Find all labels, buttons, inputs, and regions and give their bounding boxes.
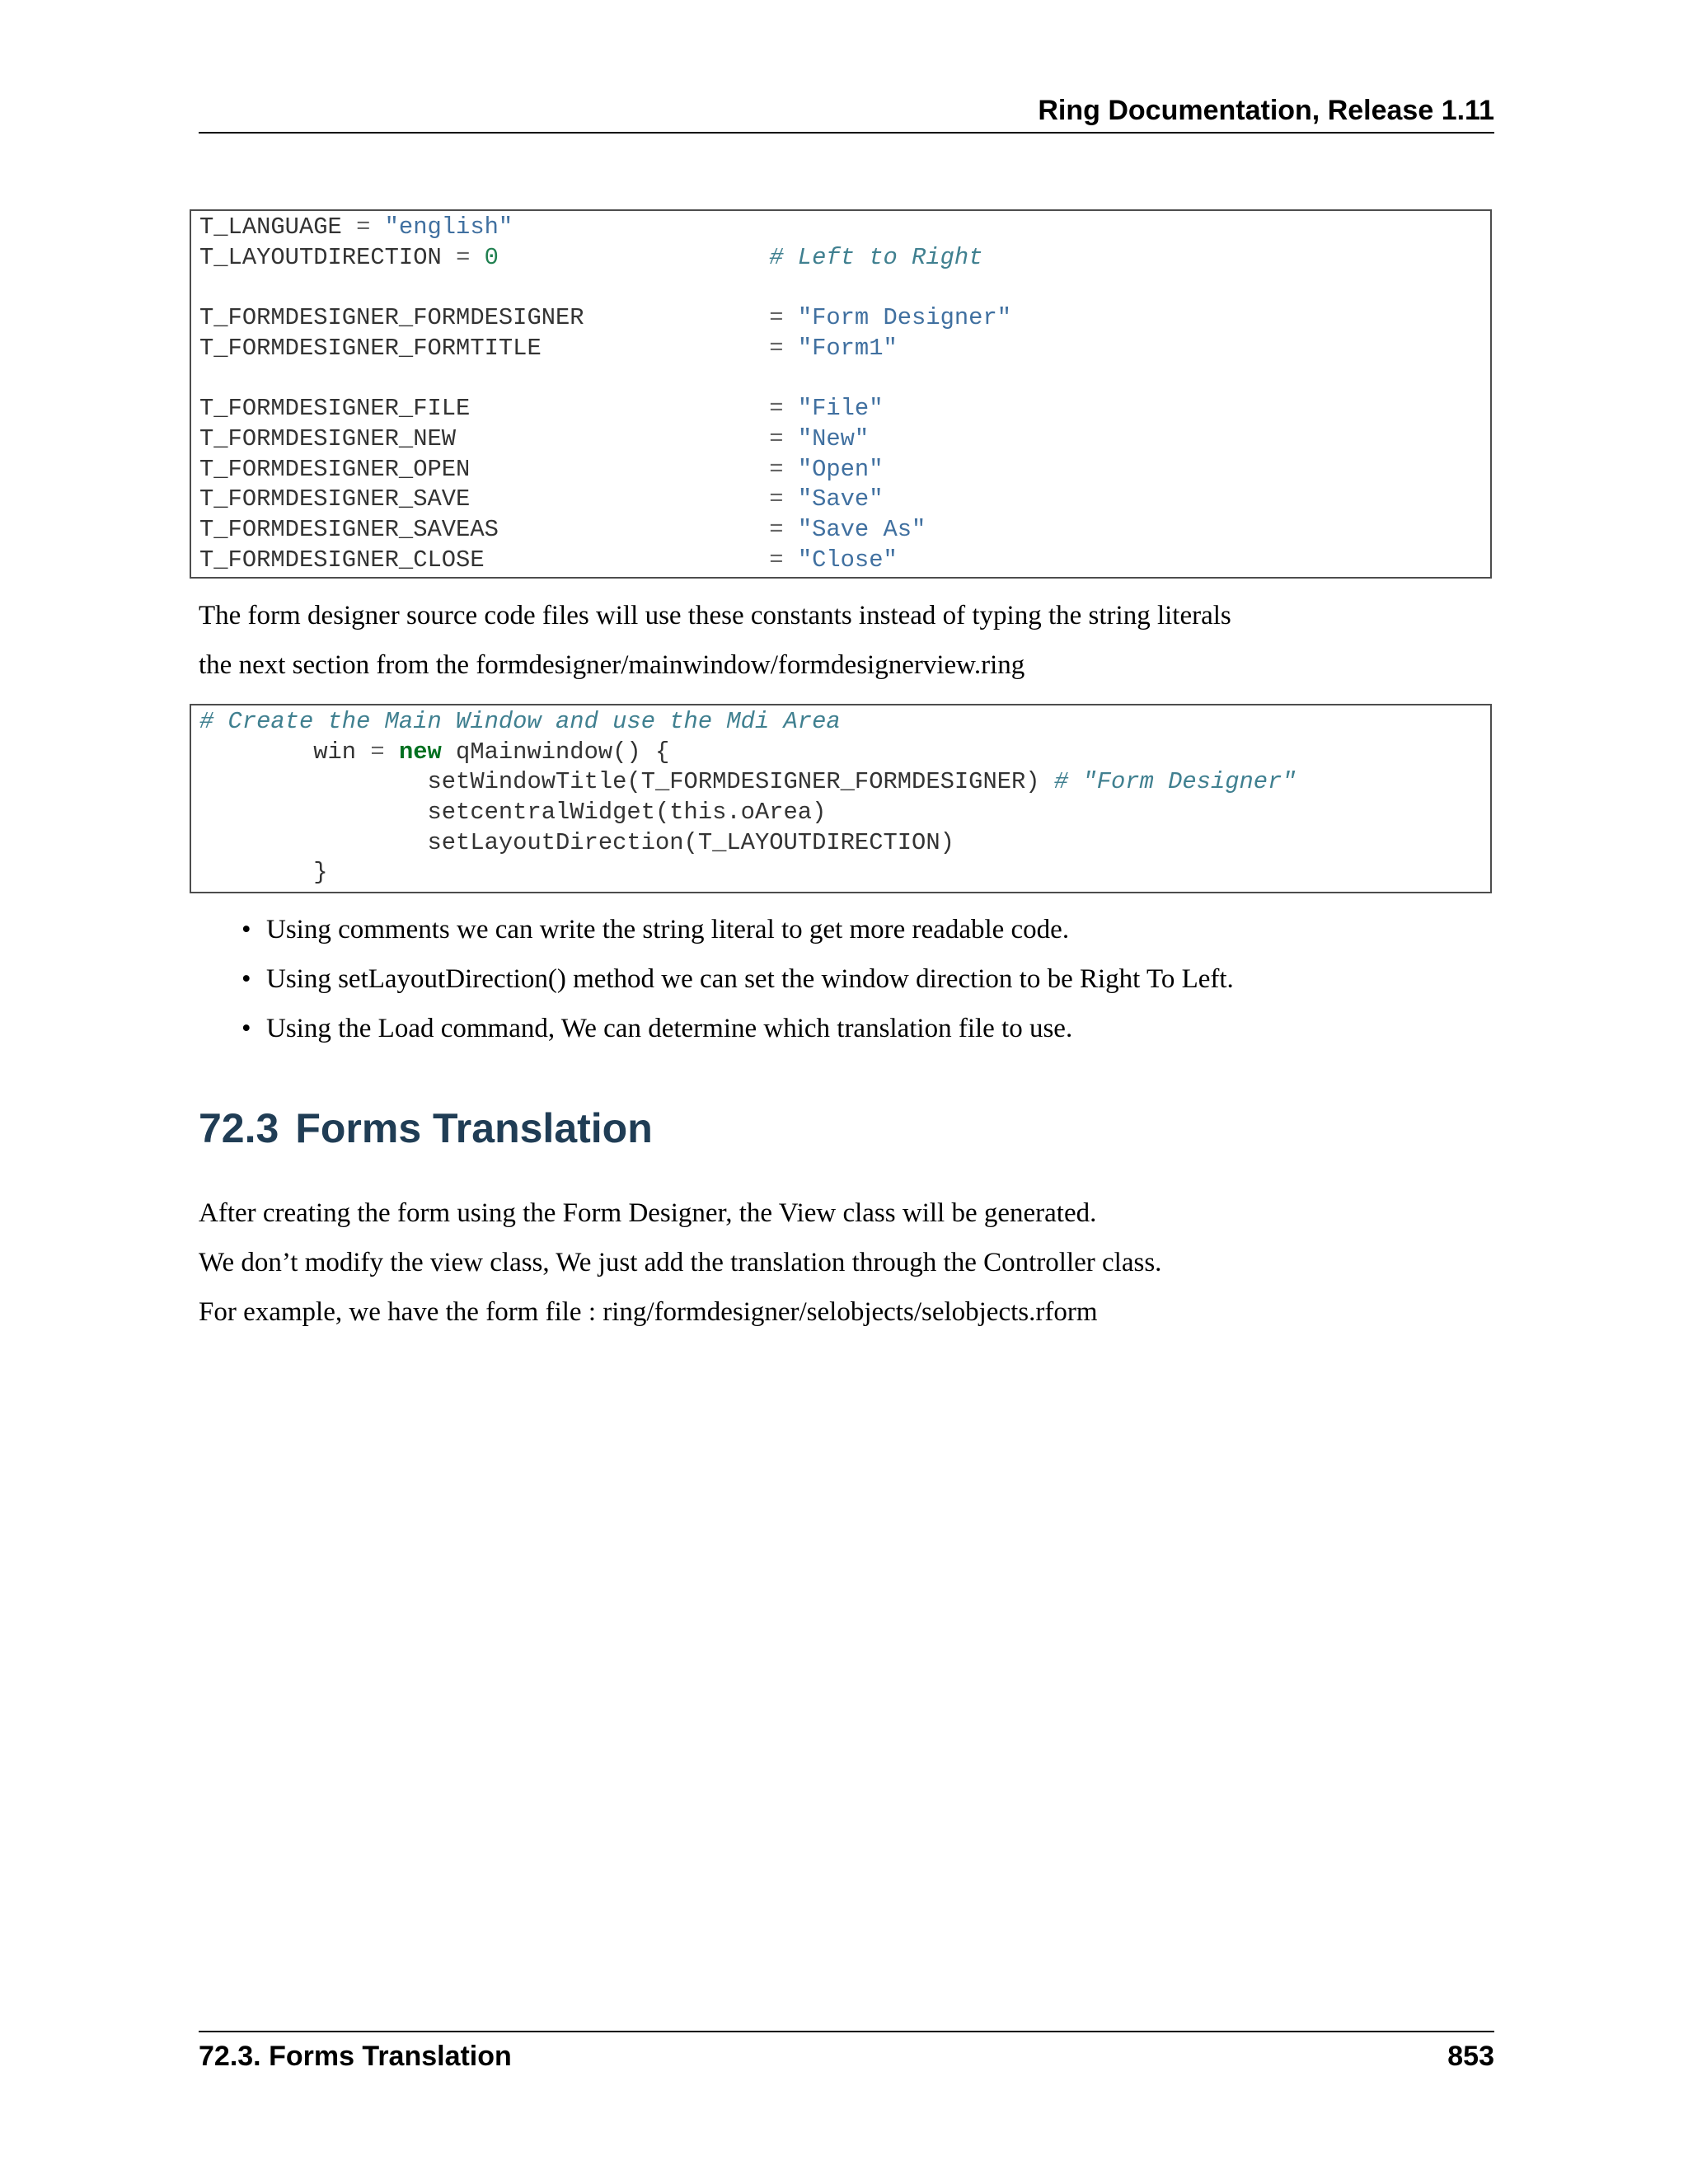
code-operator: = xyxy=(769,424,798,452)
constant-name: T_LANGUAGE xyxy=(199,213,342,241)
code-operator: = xyxy=(456,243,485,271)
code-line xyxy=(199,546,1490,576)
code-keyword: new xyxy=(398,738,442,766)
constant-name: T_FORMDESIGNER_OPEN xyxy=(199,455,471,483)
list-item xyxy=(199,913,1234,963)
constant-name: T_FORMDESIGNER_NEW xyxy=(199,424,457,452)
tips-list xyxy=(199,913,1234,1062)
constant-value: "New" xyxy=(797,424,870,452)
code-operator: = xyxy=(769,515,798,543)
page-number: 853 xyxy=(1447,2041,1494,2072)
code-identifier: win xyxy=(313,738,357,766)
section-heading xyxy=(199,1104,653,1152)
constant-value: "Form Designer" xyxy=(797,304,1012,332)
code-line xyxy=(199,485,1490,515)
code-indent xyxy=(199,799,428,826)
list-item xyxy=(199,1012,1234,1062)
code-line xyxy=(199,273,1490,303)
code-operator: = xyxy=(356,213,385,241)
constant-value: "Close" xyxy=(797,546,898,574)
paragraph-next-section: the next section from the formdesigner/mainwindow/formdesignerview.ring xyxy=(199,650,1025,680)
code-line xyxy=(199,363,1490,394)
code-comment: # Create the Main Window and use the Mdi Area xyxy=(199,708,841,735)
constant-name: T_FORMDESIGNER_SAVE xyxy=(199,485,471,513)
code-operator: = xyxy=(356,738,399,766)
code-comment: # "Form Designer" xyxy=(1053,768,1296,796)
constants-code-block xyxy=(190,209,1492,579)
code-line xyxy=(199,767,1490,798)
paragraph-constants-usage: The form designer source code files will use these constants instead of typing the string literals xyxy=(199,601,1231,630)
constant-value: "english" xyxy=(384,213,513,241)
code-text: qMainwindow() { xyxy=(441,738,670,766)
code-operator: = xyxy=(769,546,798,574)
code-indent xyxy=(199,738,313,766)
code-operator: = xyxy=(769,304,798,332)
code-line xyxy=(199,334,1490,364)
bullet-icon: • xyxy=(241,915,251,944)
code-text: setWindowTitle(T_FORMDESIGNER_FORMDESIGNER) xyxy=(427,768,1054,796)
constant-name: T_LAYOUTDIRECTION xyxy=(199,243,442,271)
code-text: setcentralWidget(this.oArea) xyxy=(427,799,827,827)
code-line xyxy=(199,213,1490,243)
code-line xyxy=(199,303,1490,334)
constant-value: "File" xyxy=(797,395,884,423)
mainwindow-code-block xyxy=(190,704,1492,893)
document-title: Ring Documentation, Release 1.11 xyxy=(1038,95,1494,126)
page-footer xyxy=(199,2031,1494,2072)
code-indent xyxy=(199,768,428,795)
code-indent xyxy=(199,859,313,886)
code-operator: = xyxy=(769,485,798,513)
paragraph-example-file: For example, we have the form file : ring/formdesigner/selobjects/selobjects.rform xyxy=(199,1297,1098,1327)
code-line xyxy=(199,424,1490,455)
code-line xyxy=(199,455,1490,485)
code-operator: = xyxy=(769,455,798,483)
bullet-icon: • xyxy=(241,964,251,994)
code-line xyxy=(199,828,1490,859)
constant-value: "Form1" xyxy=(797,334,898,362)
list-item-text: Using comments we can write the string literal to get more readable code. xyxy=(266,915,1070,944)
constant-name: T_FORMDESIGNER_SAVEAS xyxy=(199,515,499,543)
section-number: 72.3 xyxy=(199,1105,279,1151)
code-line xyxy=(199,394,1490,424)
code-line xyxy=(199,707,1490,738)
code-operator: = xyxy=(769,395,798,423)
code-operator: = xyxy=(769,334,798,362)
code-line xyxy=(199,858,1490,888)
code-comment: # Left to Right xyxy=(769,243,983,271)
page-header xyxy=(199,91,1494,134)
code-line xyxy=(199,738,1490,768)
footer-section: 72.3. Forms Translation xyxy=(199,2041,512,2072)
constant-name: T_FORMDESIGNER_FORMTITLE xyxy=(199,334,542,362)
list-item-text: Using setLayoutDirection() method we can set the window direction to be Right To Left. xyxy=(266,964,1234,994)
constant-name: T_FORMDESIGNER_FORMDESIGNER xyxy=(199,304,584,332)
code-line xyxy=(199,515,1490,546)
section-title: Forms Translation xyxy=(295,1105,653,1151)
constant-name: T_FORMDESIGNER_FILE xyxy=(199,395,471,423)
code-line xyxy=(199,243,1490,274)
code-line xyxy=(199,798,1490,828)
list-item xyxy=(199,963,1234,1012)
constant-value: "Open" xyxy=(797,455,884,483)
bullet-icon: • xyxy=(241,1014,251,1043)
paragraph-form-designer: After creating the form using the Form Designer, the View class will be generated. xyxy=(199,1198,1097,1228)
code-text: setLayoutDirection(T_LAYOUTDIRECTION) xyxy=(427,828,954,856)
constant-name: T_FORMDESIGNER_CLOSE xyxy=(199,546,485,574)
constant-value: "Save As" xyxy=(797,515,926,543)
constant-value: "Save" xyxy=(797,485,884,513)
code-text: } xyxy=(313,859,328,887)
code-indent xyxy=(199,829,428,856)
constant-value: 0 xyxy=(484,243,499,271)
list-item-text: Using the Load command, We can determine which translation file to use. xyxy=(266,1014,1073,1043)
paragraph-controller: We don’t modify the view class, We just add the translation through the Controller class. xyxy=(199,1248,1162,1277)
